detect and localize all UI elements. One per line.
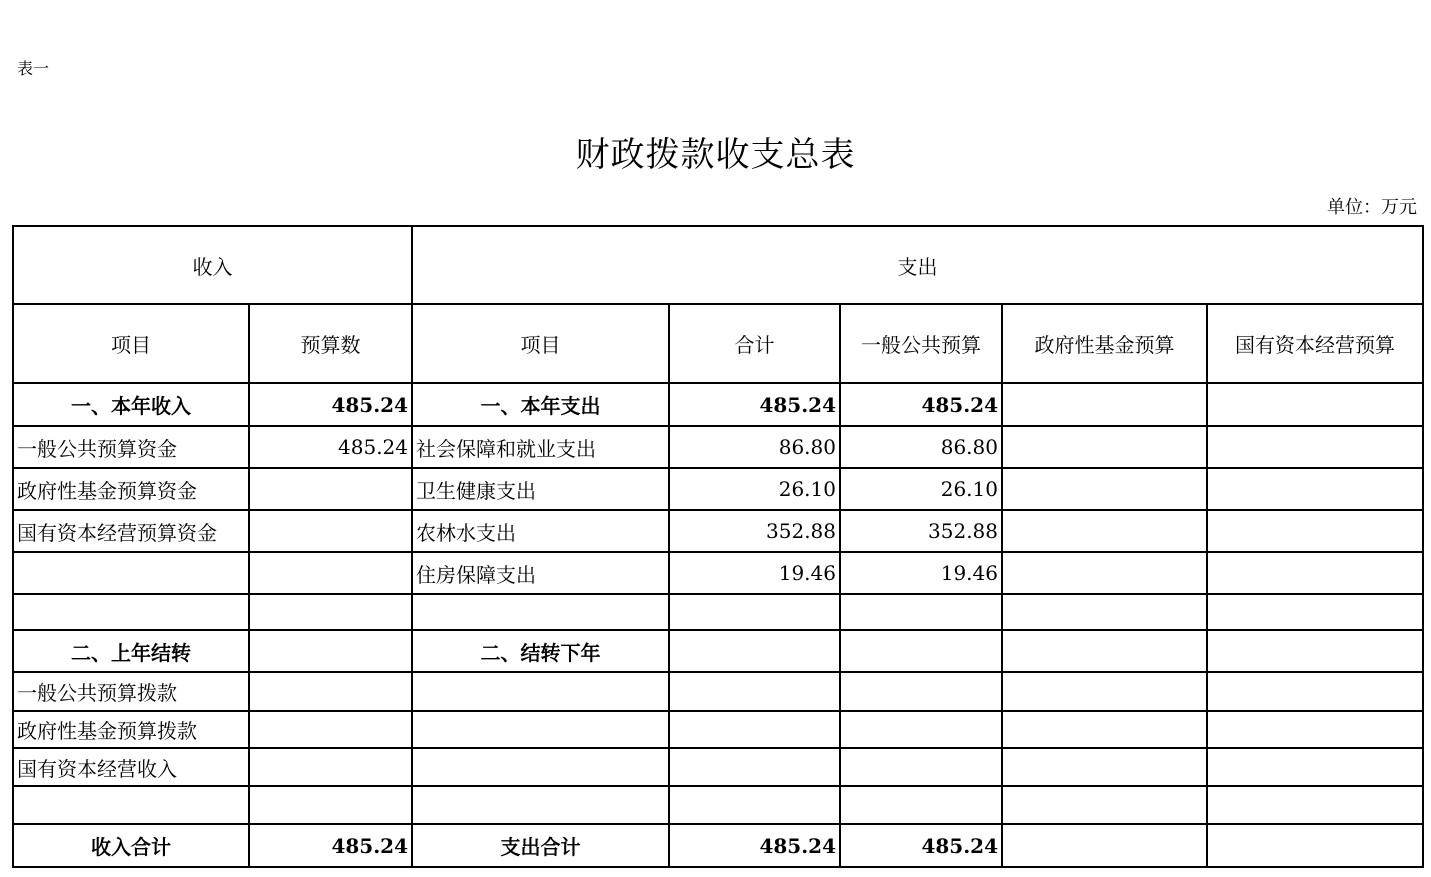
income-item-cell: 国有资本经营收入 [13,748,249,786]
table-row [13,468,1423,510]
state-capital-cell [1207,748,1423,786]
fund-budget-cell [1002,552,1207,594]
income-header: 收入 [13,226,412,304]
col-header-state-capital-budget: 国有资本经营预算 [1207,304,1423,383]
income-amount-cell [249,748,412,786]
total-cell: 485.24 [669,824,840,867]
fund-budget-cell [1002,630,1207,672]
total-cell: 86.80 [669,426,840,468]
fund-budget-cell [1002,748,1207,786]
table-row [13,786,1423,824]
table-row [13,426,1423,468]
total-cell [669,672,840,711]
table-row [13,630,1423,672]
expense-item-cell [412,748,669,786]
income-amount-cell: 485.24 [249,824,412,867]
fund-budget-cell [1002,468,1207,510]
state-capital-cell [1207,711,1423,748]
table-row [13,552,1423,594]
col-header-fund-budget: 政府性基金预算 [1002,304,1207,383]
col-header-income-item: 项目 [13,304,249,383]
fund-budget-cell [1002,672,1207,711]
expense-item-cell: 二、结转下年 [412,630,669,672]
table-row [13,383,1423,426]
general-budget-cell [840,711,1002,748]
table-number: 表一 [17,59,50,78]
income-amount-cell [249,630,412,672]
income-amount-cell [249,786,412,824]
expense-item-cell: 支出合计 [412,824,669,867]
total-cell [669,748,840,786]
expense-item-cell [412,594,669,630]
general-budget-cell: 485.24 [840,383,1002,426]
table-row [13,748,1423,786]
state-capital-cell [1207,510,1423,552]
general-budget-cell: 86.80 [840,426,1002,468]
income-item-cell: 一、本年收入 [13,383,249,426]
income-item-cell [13,552,249,594]
income-item-cell: 一般公共预算拨款 [13,672,249,711]
page-title: 财政拨款收支总表 [575,135,856,175]
state-capital-cell [1207,786,1423,824]
income-amount-cell [249,711,412,748]
expense-item-cell: 社会保障和就业支出 [412,426,669,468]
table-row [13,824,1423,867]
col-header-income-budget: 预算数 [249,304,412,383]
expense-item-cell: 农林水支出 [412,510,669,552]
state-capital-cell [1207,672,1423,711]
general-budget-cell: 19.46 [840,552,1002,594]
state-capital-cell [1207,824,1423,867]
table-row [13,510,1423,552]
fund-budget-cell [1002,786,1207,824]
income-item-cell: 一般公共预算资金 [13,426,249,468]
column-header-row [13,304,1423,383]
group-header-row [13,226,1423,304]
income-item-cell [13,786,249,824]
expense-item-cell: 住房保障支出 [412,552,669,594]
income-amount-cell [249,468,412,510]
fund-budget-cell [1002,426,1207,468]
general-budget-cell [840,630,1002,672]
expense-item-cell: 卫生健康支出 [412,468,669,510]
income-item-cell: 国有资本经营预算资金 [13,510,249,552]
state-capital-cell [1207,383,1423,426]
fund-budget-cell [1002,711,1207,748]
income-item-cell: 二、上年结转 [13,630,249,672]
state-capital-cell [1207,468,1423,510]
fund-budget-cell [1002,824,1207,867]
total-cell: 26.10 [669,468,840,510]
income-item-cell: 收入合计 [13,824,249,867]
total-cell: 485.24 [669,383,840,426]
budget-table [12,225,1424,868]
general-budget-cell: 352.88 [840,510,1002,552]
total-cell [669,711,840,748]
total-cell [669,630,840,672]
total-cell: 19.46 [669,552,840,594]
total-cell [669,786,840,824]
fund-budget-cell [1002,594,1207,630]
table-row [13,672,1423,711]
fund-budget-cell [1002,510,1207,552]
general-budget-cell [840,786,1002,824]
general-budget-cell [840,748,1002,786]
expense-item-cell: 一、本年支出 [412,383,669,426]
total-cell [669,594,840,630]
total-cell: 352.88 [669,510,840,552]
expense-header: 支出 [412,226,1423,304]
general-budget-cell [840,594,1002,630]
income-amount-cell [249,552,412,594]
col-header-expense-item: 项目 [412,304,669,383]
income-amount-cell [249,594,412,630]
general-budget-cell: 26.10 [840,468,1002,510]
state-capital-cell [1207,630,1423,672]
state-capital-cell [1207,594,1423,630]
general-budget-cell [840,672,1002,711]
fund-budget-cell [1002,383,1207,426]
general-budget-cell: 485.24 [840,824,1002,867]
income-item-cell: 政府性基金预算资金 [13,468,249,510]
table-row [13,594,1423,630]
col-header-total: 合计 [669,304,840,383]
expense-item-cell [412,672,669,711]
income-amount-cell [249,510,412,552]
state-capital-cell [1207,552,1423,594]
state-capital-cell [1207,426,1423,468]
col-header-general-budget: 一般公共预算 [840,304,1002,383]
expense-item-cell [412,711,669,748]
income-amount-cell [249,672,412,711]
unit-label: 单位：万元 [1327,197,1417,218]
income-amount-cell: 485.24 [249,426,412,468]
income-amount-cell: 485.24 [249,383,412,426]
expense-item-cell [412,786,669,824]
income-item-cell [13,594,249,630]
table-row [13,711,1423,748]
income-item-cell: 政府性基金预算拨款 [13,711,249,748]
